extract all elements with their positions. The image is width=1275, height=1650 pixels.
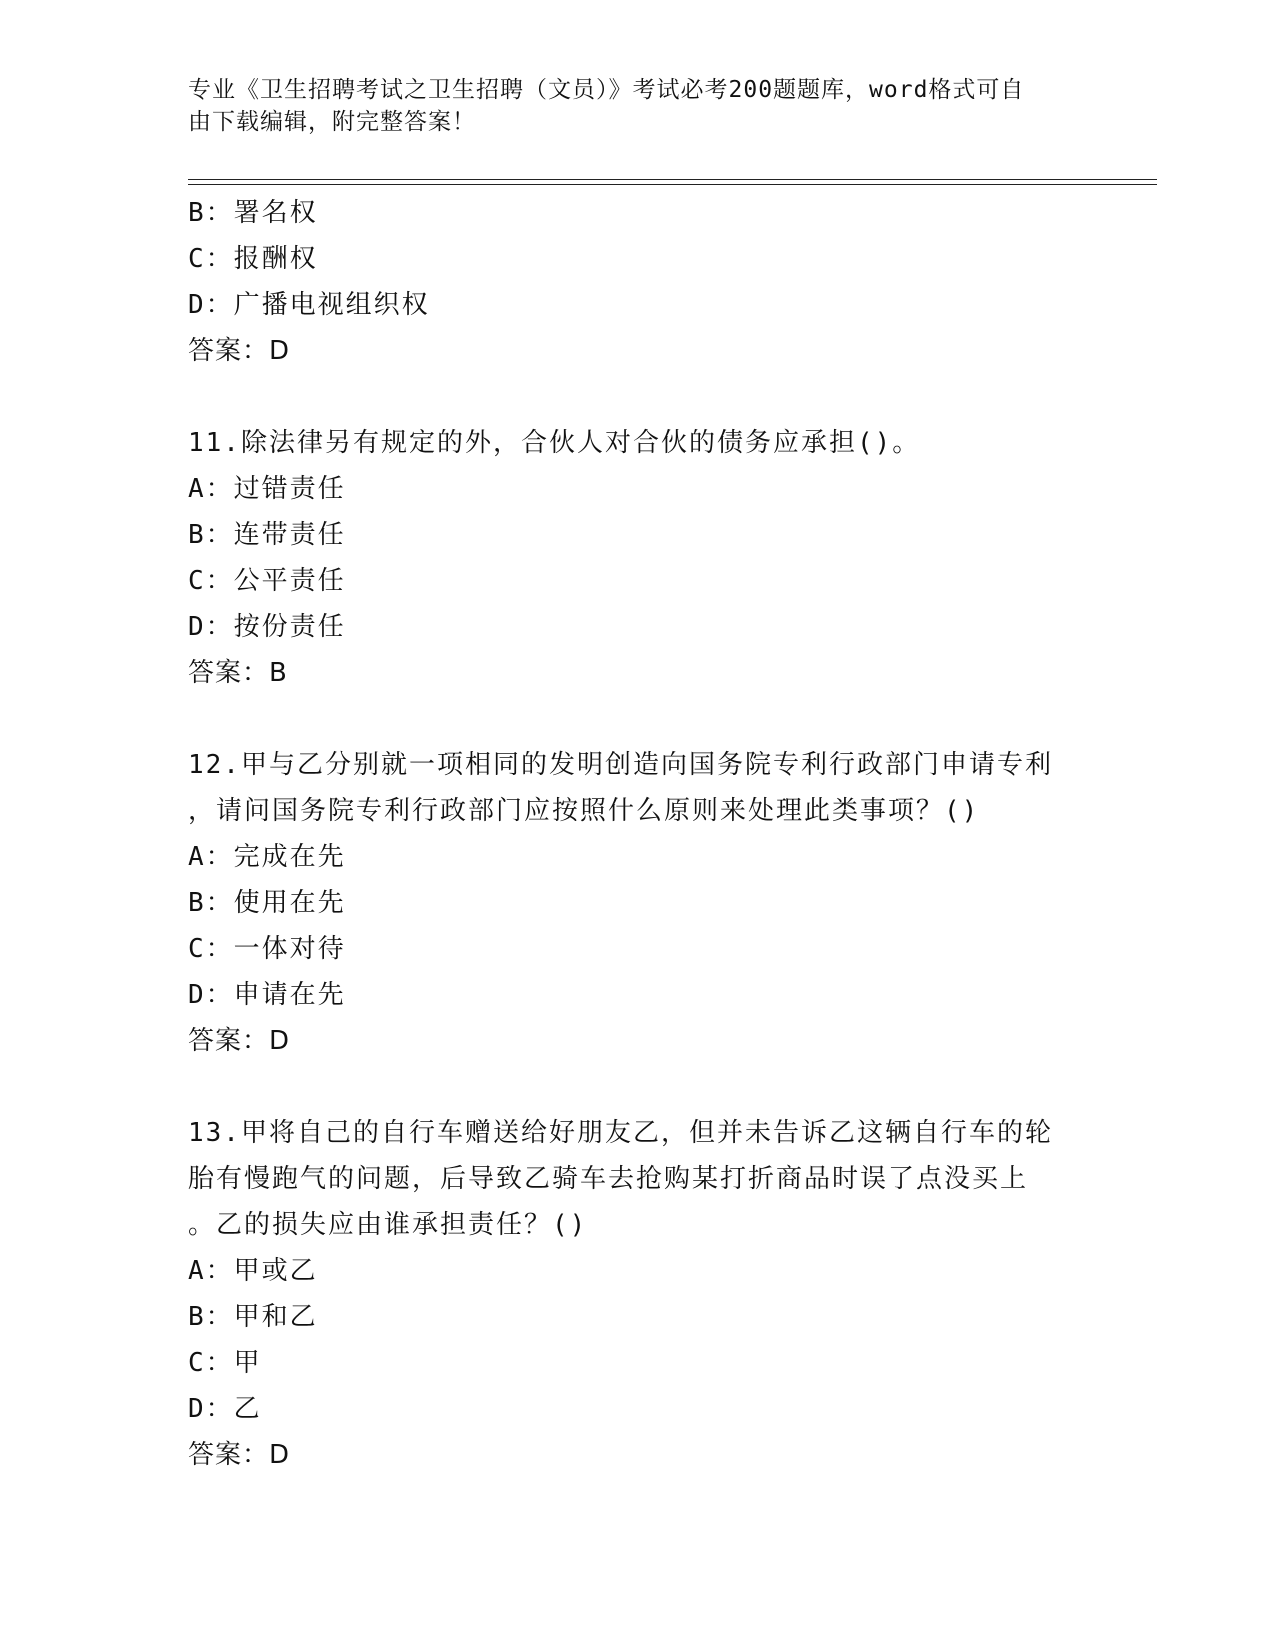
question-text: 。乙的损失应由谁承担责任？(): [188, 1210, 588, 1240]
document-header: [188, 74, 1068, 138]
option-b: B：使用在先: [188, 888, 346, 918]
option-b: B：连带责任: [188, 520, 346, 550]
option-d: D：按份责任: [188, 612, 346, 642]
question-text: 12.甲与乙分别就一项相同的发明创造向国务院专利行政部门申请专利: [188, 750, 1053, 780]
option-c: C：报酬权: [188, 244, 318, 274]
header-line-1: 专业《卫生招聘考试之卫生招聘（文员）》考试必考200题题库，word格式可自: [188, 77, 1025, 103]
spacer: [188, 374, 1088, 420]
option-a: A：过错责任: [188, 474, 346, 504]
question-block-12: [188, 742, 1088, 1064]
option-c: C：甲: [188, 1348, 262, 1378]
question-text: 13.甲将自己的自行车赠送给好朋友乙，但并未告诉乙这辆自行车的轮: [188, 1118, 1053, 1148]
question-block-13: [188, 1110, 1088, 1478]
option-d: D：乙: [188, 1394, 262, 1424]
question-text: 11.除法律另有规定的外，合伙人对合伙的债务应承担()。: [188, 428, 921, 458]
spacer: [188, 696, 1088, 742]
question-content: [188, 190, 1088, 1478]
question-text: ，请问国务院专利行政部门应按照什么原则来处理此类事项？(): [188, 796, 980, 826]
answer-line: 答案：D: [188, 1440, 291, 1470]
header-line-2: 由下载编辑，附完整答案！: [188, 109, 476, 135]
option-a: A：甲或乙: [188, 1256, 318, 1286]
answer-line: 答案：D: [188, 1026, 291, 1056]
question-text: 胎有慢跑气的问题，后导致乙骑车去抢购某打折商品时误了点没买上: [188, 1164, 1029, 1194]
question-block-11: [188, 420, 1088, 696]
answer-line: 答案：D: [188, 336, 291, 366]
option-d: D：广播电视组织权: [188, 290, 430, 320]
option-c: C：一体对待: [188, 934, 346, 964]
option-b: B：署名权: [188, 198, 318, 228]
answer-line: 答案：B: [188, 658, 288, 688]
spacer: [188, 1064, 1088, 1110]
header-divider-top: [188, 179, 1157, 180]
question-block-10: [188, 190, 1088, 374]
option-c: C：公平责任: [188, 566, 346, 596]
option-a: A：完成在先: [188, 842, 346, 872]
option-b: B：甲和乙: [188, 1302, 318, 1332]
option-d: D：申请在先: [188, 980, 346, 1010]
header-divider-bottom: [188, 184, 1157, 185]
